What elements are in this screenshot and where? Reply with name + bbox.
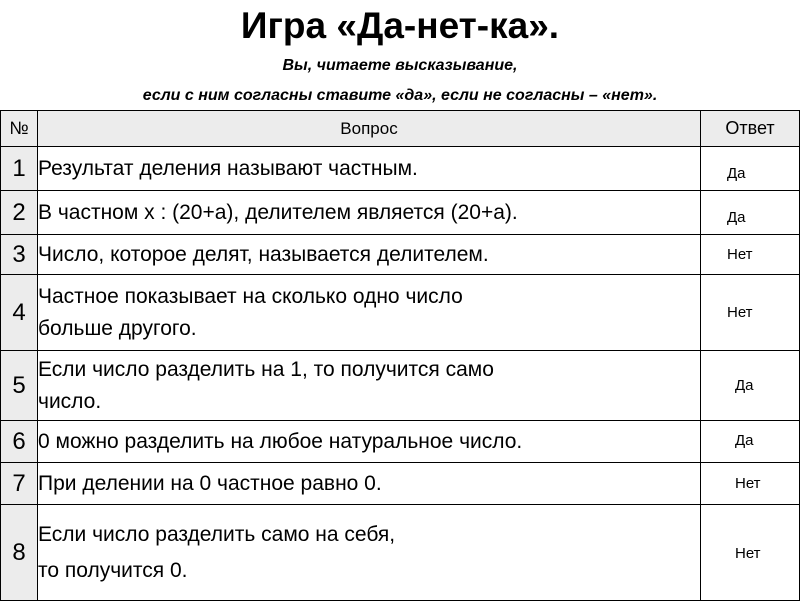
- question-text: [38, 463, 701, 505]
- row-number: 6: [1, 421, 38, 463]
- table-row: [1, 147, 800, 191]
- question-line: Если число разделить на 1, то получится само: [38, 357, 494, 381]
- question-line: Число, которое делят, называется делителем.: [38, 242, 489, 266]
- answer-cell: [701, 235, 800, 275]
- question-line: Результат деления называют частным.: [38, 156, 418, 180]
- row-number: 8: [1, 505, 38, 601]
- table-row: [1, 235, 800, 275]
- table-row: [1, 463, 800, 505]
- question-line: больше другого.: [38, 316, 197, 340]
- question-line: Частное показывает на сколько одно число: [38, 284, 463, 308]
- question-line: В частном х : (20+а), делителем является (20+а).: [38, 200, 518, 224]
- question-text: [38, 191, 701, 235]
- question-line: При делении на 0 частное равно 0.: [38, 471, 382, 495]
- table-row: [1, 351, 800, 421]
- table-row: [1, 275, 800, 351]
- question-text: [38, 275, 701, 351]
- column-header-question: Вопрос: [38, 111, 701, 147]
- instructions-line-1: Вы, читаете высказывание,: [282, 57, 518, 74]
- answer-cell: [701, 505, 800, 601]
- answer-cell: [701, 147, 800, 191]
- questions-table: [0, 110, 800, 601]
- answer-cell: [701, 421, 800, 463]
- question-text: [38, 351, 701, 421]
- table-row: [1, 421, 800, 463]
- answer-cell: [701, 191, 800, 235]
- instructions-line-2: если с ним согласны ставите «да», если не согласны – «нет».: [142, 87, 658, 104]
- row-number: 3: [1, 235, 38, 275]
- row-number: 5: [1, 351, 38, 421]
- row-number: 4: [1, 275, 38, 351]
- answer-text: Нет: [727, 304, 753, 321]
- question-line: то получится 0.: [38, 558, 188, 582]
- answer-text: Да: [735, 432, 754, 449]
- answer-text: Нет: [727, 246, 753, 263]
- table-row: [1, 191, 800, 235]
- question-text: [38, 421, 701, 463]
- table-header-row: [1, 111, 800, 147]
- answer-text: Да: [735, 377, 754, 394]
- question-text: [38, 505, 701, 601]
- question-text: [38, 147, 701, 191]
- row-number: 1: [1, 147, 38, 191]
- answer-cell: [701, 463, 800, 505]
- answer-cell: [701, 351, 800, 421]
- answer-text: Нет: [735, 545, 761, 562]
- row-number: 2: [1, 191, 38, 235]
- page-title: Игра «Да-нет-ка».: [240, 5, 560, 46]
- question-text: [38, 235, 701, 275]
- column-header-answer: Ответ: [701, 111, 800, 147]
- table-row: [1, 505, 800, 601]
- answer-text: Да: [727, 209, 746, 226]
- column-header-number: №: [1, 111, 38, 147]
- answer-text: Да: [727, 165, 746, 182]
- answer-cell: [701, 275, 800, 351]
- answer-text: Нет: [735, 475, 761, 492]
- row-number: 7: [1, 463, 38, 505]
- question-line: Если число разделить само на себя,: [38, 522, 396, 546]
- question-line: 0 можно разделить на любое натуральное число.: [38, 429, 523, 453]
- question-line: число.: [38, 389, 102, 413]
